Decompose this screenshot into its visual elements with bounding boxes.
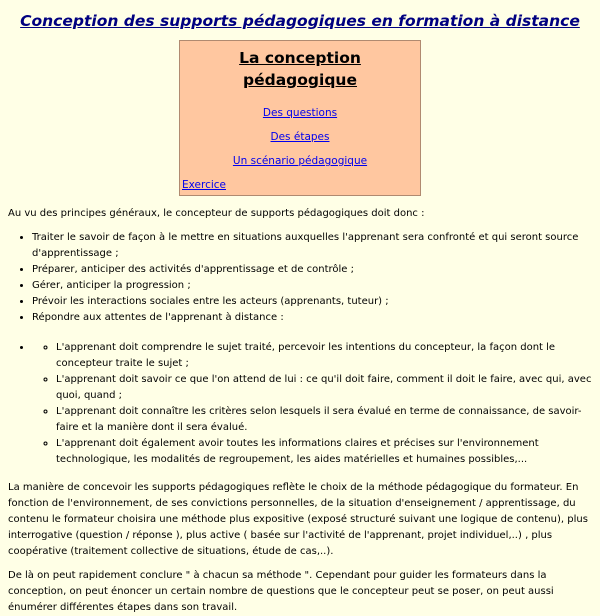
nested-list-item [32, 340, 592, 468]
sub-list-item: ◦ L'apprenant doit savoir ce que l'on attend de lui : ce qu'il doit faire, comment il doit le faire, avec qui, avec quoi, quand ; [56, 372, 592, 404]
page-title: Conception des supports pédagogiques en formation à distance [20, 12, 580, 30]
sub-list [32, 340, 592, 468]
sub-list-item: ◦ L'apprenant doit connaître les critères selon lesquels il sera évalué en terme de connaissance, de savoir-faire et la manière dont il sera évalué. [56, 404, 592, 436]
intro-text: Au vu des principes généraux, le concepteur de supports pédagogiques doit donc : [8, 208, 425, 219]
navigation-box [179, 40, 421, 196]
link-questions[interactable]: Des questions [262, 107, 338, 119]
list-item: • Prévoir les interactions sociales entre les acteurs (apprenants, tuteur) ; [32, 294, 592, 310]
principles-list [8, 230, 592, 326]
list-item: • Traiter le savoir de façon à le mettre en situations auxquelles l'apprenant sera confronté et qui seront source d'apprentissage ; [32, 230, 592, 262]
box-heading: La conception pédagogique [239, 49, 361, 89]
learner-expectations-list [8, 340, 592, 468]
sub-list-item: ◦ • L'apprenant doit comprendre le sujet traité, percevoir les intentions du concepteur, la façon dont le concepteur traite le sujet ; [56, 340, 592, 372]
link-etapes[interactable]: Des étapes [270, 131, 330, 143]
list-item: • Répondre aux attentes de l'apprenant à distance : [32, 310, 592, 326]
link-scenario[interactable]: Un scénario pédagogique [232, 155, 368, 167]
list-item: • Gérer, anticiper la progression ; [32, 278, 592, 294]
paragraph-method: La manière de concevoir les supports pédagogiques reflète le choix de la méthode pédagogique du formateur. En fonction de l'environnement, de ses convictions personnelles, de la situation d'enseignement / apprentissage, du contenu le formateur choisira une méthode plus expositive (exposé structuré suivant une logique de contenu), plus interrogative (question / réponse ), plus active ( basée sur l'activité de l'apprenant, projet individuel,..) , plus coopérative (traitement collective de situations, étude de cas,..). [8, 482, 588, 557]
link-exercice[interactable]: Exercice [182, 179, 226, 191]
sub-list-item: ◦ L'apprenant doit également avoir toutes les informations claires et précises sur l'environnement technologique, les modalités de regroupement, les aides matérielles et humaines possibles,... [56, 436, 592, 468]
list-item: • Préparer, anticiper des activités d'apprentissage et de contrôle ; [32, 262, 592, 278]
paragraph-conclusion: De là on peut rapidement conclure " à chacun sa méthode ". Cependant pour guider les formateurs dans la conception, on peut énoncer un certain nombre de questions que le concepteur peut se poser, on peut aussi énumérer différentes étapes dans son travail. [8, 570, 554, 613]
